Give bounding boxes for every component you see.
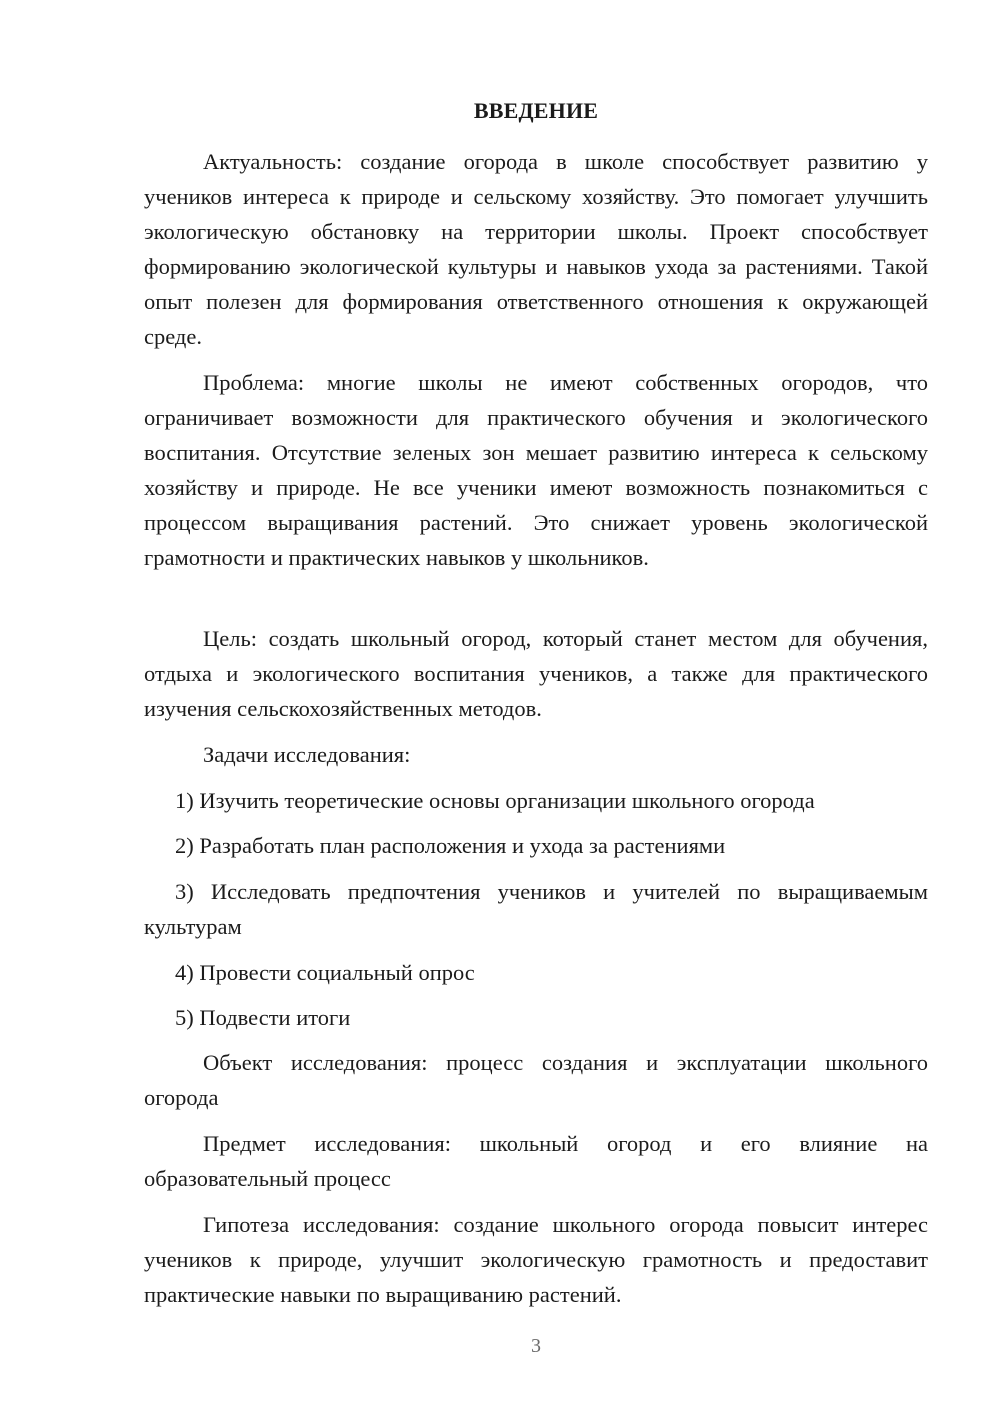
task-item-3: 3) Исследовать предпочтения учеников и учителей по выращиваемым культурам	[144, 879, 928, 939]
task-item-1: 1) Изучить теоретические основы организации школьного огорода	[175, 788, 815, 813]
paragraph-hypothesis: Гипотеза исследования: создание школьного огорода повысит интерес учеников к природе, улучшит экологическую грамотность и предоставит практические навыки по выращиванию растений.	[144, 1212, 928, 1307]
page-number: 3	[531, 1335, 541, 1357]
page-title: ВВЕДЕНИЕ	[473, 98, 599, 123]
task-item-4: 4) Провести социальный опрос	[175, 960, 475, 985]
tasks-heading: Задачи исследования:	[203, 742, 411, 767]
task-item-5: 5) Подвести итоги	[175, 1005, 351, 1030]
paragraph-object: Объект исследования: процесс создания и эксплуатации школьного огорода	[144, 1050, 928, 1110]
paragraph-relevance: Актуальность: создание огорода в школе способствует развитию у учеников интереса к природе и сельскому хозяйству. Это помогает улучшить экологическую обстановку на территории школы. Проект способствует формированию экологической культуры и навыков ухода за растениями. Такой опыт полезен для формирования ответственного отношения к окружающей среде.	[144, 149, 928, 349]
task-item-2: 2) Разработать план расположения и ухода за растениями	[175, 833, 726, 858]
paragraph-subject: Предмет исследования: школьный огород и его влияние на образовательный процесс	[144, 1131, 928, 1191]
paragraph-goal: Цель: создать школьный огород, который станет местом для обучения, отдыха и экологического воспитания учеников, а также для практического изучения сельскохозяйственных методов.	[144, 626, 928, 721]
paragraph-problem: Проблема: многие школы не имеют собственных огородов, что ограничивает возможности для практического обучения и экологического воспитания. Отсутствие зеленых зон мешает развитию интереса к сельскому хозяйству и природе. Не все ученики имеют возможность познакомиться с процессом выращивания растений. Это снижает уровень экологической грамотности и практических навыков у школьников.	[144, 370, 928, 570]
